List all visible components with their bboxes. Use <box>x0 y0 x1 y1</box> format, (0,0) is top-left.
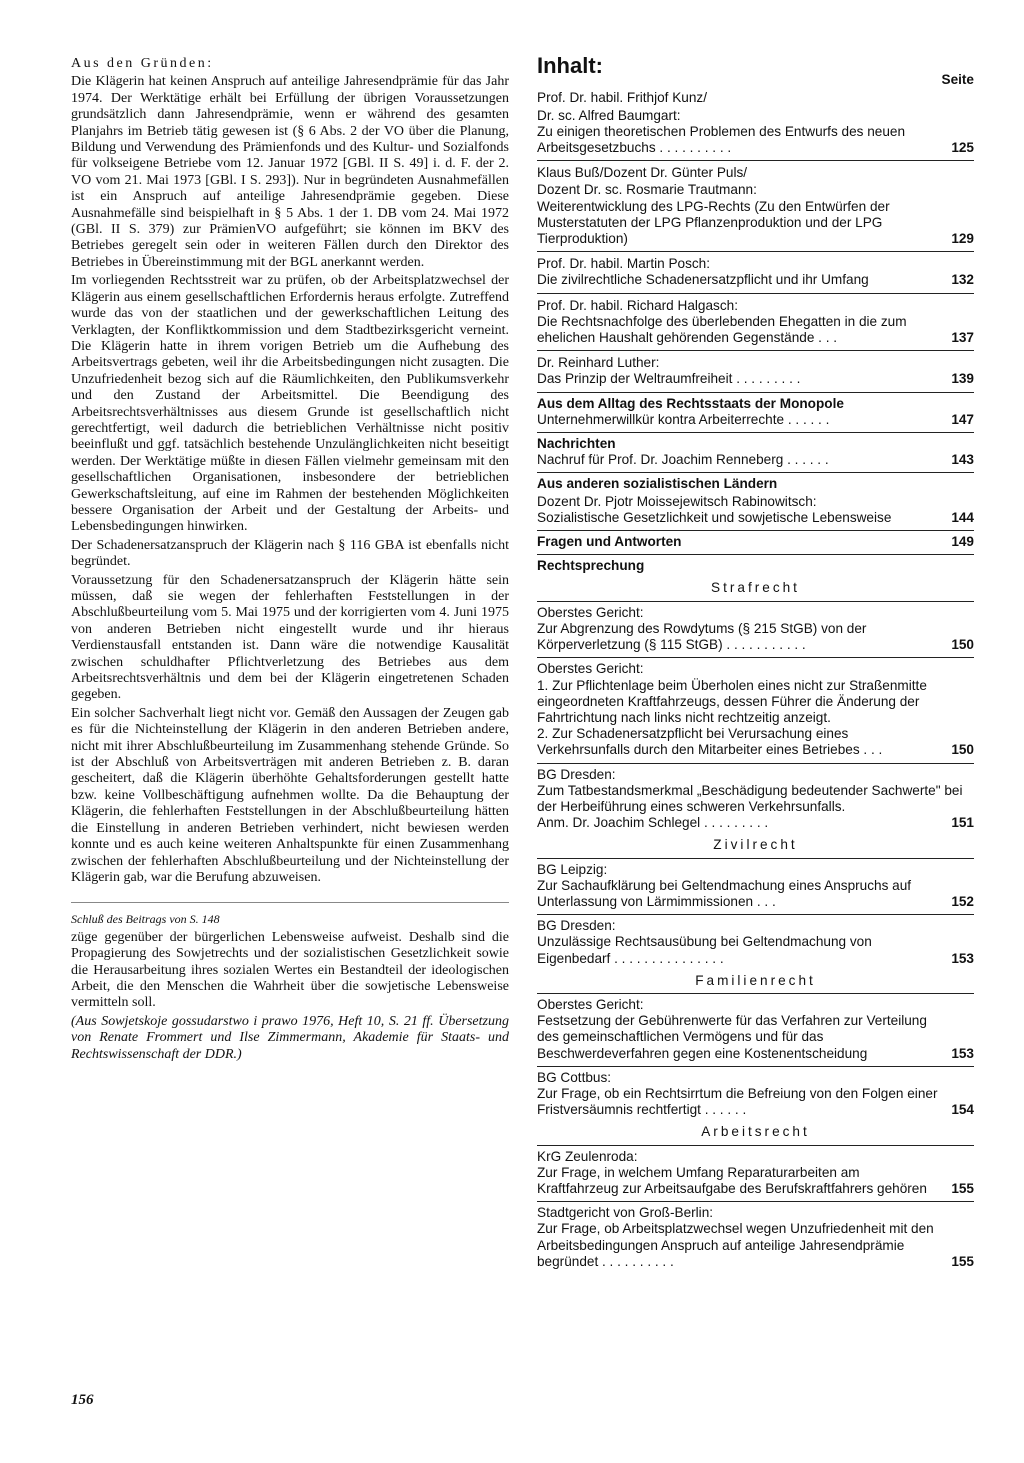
toc-title-text: Sozialistische Gesetzlichkeit und sowjetische Lebensweise <box>537 509 892 525</box>
toc-entry-r8[interactable] <box>537 1145 974 1198</box>
table-of-contents <box>537 53 974 1270</box>
toc-section-sozialistische-laender[interactable] <box>537 472 974 526</box>
paragraph: Voraussetzung für den Schadenersatzanspruch der Klägerin hätte sein müssen, daß sie wegen der fehlerhaften Feststellungen in der Abschlußbeurteilung vom 5. Mai 1975 und der korrigierten vom 4. Juni 1975 von anderen Betrieben nicht eingestellt wurde und ihr hieraus Verdienstausfall entstanden ist. Dann wäre die notwendige Kausalität zwischen schuldhafter Pflichtverletzung des Betriebes aus dem Arbeitsrechtsverhältnis und dem bei der Klägerin eingetretenen Schaden gegeben. <box>71 572 509 703</box>
toc-page: 149 <box>951 534 974 550</box>
toc-section-fragen[interactable] <box>537 530 974 550</box>
toc-title-text: Zur Frage, ob ein Rechtsirrtum die Befreiung von den Folgen einer Fristversäumnis rechtfertigt . . . . . . <box>537 1085 938 1118</box>
toc-page: 153 <box>951 950 974 966</box>
toc-entry-luther[interactable] <box>537 350 974 387</box>
toc-entry-r1[interactable] <box>537 601 974 654</box>
toc-author: Klaus Buß/Dozent Dr. Günter Puls/ <box>537 165 748 181</box>
toc-title-text: Zum Tatbestandsmerkmal „Beschädigung bedeutender Sachwerte" bei der Herbeiführung eines schweren Verkehrsunfalls. <box>537 782 963 814</box>
toc-page: 152 <box>951 893 974 909</box>
article-column <box>71 56 509 1065</box>
toc-category: Arbeitsrecht <box>701 1124 810 1140</box>
toc-page: 125 <box>951 140 974 156</box>
toc-note: Anm. Dr. Joachim Schlegel . . . . . . . . . <box>537 815 769 831</box>
toc-court: BG Dresden: <box>537 918 616 934</box>
toc-section-monopole[interactable] <box>537 392 974 428</box>
toc-page: 150 <box>951 742 974 758</box>
toc-page: 132 <box>951 272 974 288</box>
toc-title-text: Zur Frage, ob Arbeitsplatzwechsel wegen Unzufriedenheit mit den Arbeitsbedingungen Anspruch auf anteilige Jahresendprämie begründet . . . . . . . . . . <box>537 1221 934 1269</box>
toc-page: 151 <box>951 815 974 831</box>
toc-entry-r9[interactable] <box>537 1201 974 1270</box>
toc-section-heading: Fragen und Antworten <box>537 534 682 550</box>
toc-court: Oberstes Gericht: <box>537 604 644 620</box>
toc-title: Inhalt: <box>537 53 603 78</box>
paragraph: Die Klägerin hat keinen Anspruch auf anteilige Jahresendprämie für das Jahr 1974. Der Werktätige erhält bei Erfüllung der übrigen Voraussetzungen grundsätzlich dann Jahresendprämie, wenn er während des gesamten Planjahrs im Betrieb tätig gewesen ist (§ 6 Abs. 2 der VO über die Planung, Bildung und Verwendung des Prämienfonds und des Kultur- und Sozialfonds für volkseigene Betriebe vom 12. Januar 1972 [GBl. II S. 49] i. d. F. der 2. VO vom 21. Mai 1973 [GBl. I S. 293]). Nur in begründeten Ausnahmefällen ist ein Anspruch auf anteilige Jahresendprämie gegeben. Diese Ausnahmefälle sind beispielhaft in § 5 Abs. 1 der 1. DB vom 24. Mai 1972 (GBl. II S. 379) zur PrämienVO aufgeführt; sie können im BKV des Betriebes geregelt sein oder in weiteren Fällen durch den Direktor des Betriebes in Übereinstimmung mit der BGL anerkannt werden. <box>71 74 509 270</box>
toc-author: Prof. Dr. habil. Frithjof Kunz/ <box>537 90 707 106</box>
toc-title-text: Zu einigen theoretischen Problemen des Entwurfs des neuen Arbeitsgesetzbuchs . . . . . . . . . . <box>537 123 906 156</box>
continuation-text: züge gegenüber der bürgerlichen Lebensweise aufweist. Deshalb sind die Propagierung des Sowjetrechts und der sozialistischen Gesetzlichkeit sowie die Herausarbeitung ihres sozialen Wertes ein Bestandteil der ideologischen Arbeit, die den Menschen die Wahrheit über die sowjetische Lebensweise vermitteln soll. <box>71 929 509 1011</box>
toc-title-text: 1. Zur Pflichtenlage beim Überholen eines nicht zur Straßenmitte eingeordneten Kraftfahrzeugs, dessen Führer die Änderung der Fahrtrichtung nach links nicht rechtzeitig anzeigt. <box>537 677 927 725</box>
toc-category: Familienrecht <box>695 972 816 988</box>
toc-title-text: Das Prinzip der Weltraumfreiheit . . . . . . . . . <box>537 371 801 387</box>
toc-court: BG Leipzig: <box>537 861 608 877</box>
toc-page: 139 <box>951 371 974 387</box>
toc-section-heading: Aus anderen sozialistischen Ländern <box>537 476 778 492</box>
toc-page: 155 <box>951 1253 974 1269</box>
toc-entry-r7[interactable] <box>537 1066 974 1119</box>
toc-title-text: Unternehmerwillkür kontra Arbeiterrechte . . . . . . <box>537 411 830 427</box>
toc-title-text: Die zivilrechtliche Schadenersatzpflicht und ihr Umfang <box>537 272 869 288</box>
toc-court: Stadtgericht von Groß-Berlin: <box>537 1205 714 1221</box>
toc-title-text: Weiterentwicklung des LPG-Rechts (Zu den Entwürfen der Musterstatuten der LPG Pflanzenproduktion und der LPG Tierproduktion) <box>537 198 890 247</box>
toc-page: 155 <box>951 1180 974 1196</box>
toc-category: Strafrecht <box>711 580 800 596</box>
toc-author: Dr. Reinhard Luther: <box>537 355 660 371</box>
toc-page: 153 <box>951 1045 974 1061</box>
page-number: 156 <box>71 1392 94 1408</box>
toc-entry-r5[interactable] <box>537 914 974 967</box>
toc-title-text: Zur Sachaufklärung bei Geltendmachung eines Anspruchs auf Unterlassung von Lärmimmissionen . . . <box>537 877 912 909</box>
toc-section-nachrichten[interactable] <box>537 432 974 468</box>
toc-title-text: Festsetzung der Gebührenwerte für das Verfahren zur Verteilung des gemeinschaftlichen Vermögens und für das Beschwerdeverfahren gegen eine Kostenentscheidung <box>537 1013 927 1061</box>
citation: (Aus Sowjetskoje gossudarstwo i prawo 1976, Heft 10, S. 21 ff. Übersetzung von Renate Frommert und Ilse Zimmermann, Akademie für Staats- und Rechtswissenschaft der DDR.) <box>71 1013 509 1062</box>
toc-title-text: 2. Zur Schadenersatzpflicht bei Verursachung eines Verkehrsunfalls durch den Mitarbeiter eines Betriebes . . . <box>537 726 883 758</box>
toc-author: Prof. Dr. habil. Martin Posch: <box>537 256 711 272</box>
toc-entry-r6[interactable] <box>537 993 974 1062</box>
toc-entry-kunz[interactable] <box>537 90 974 156</box>
toc-court: BG Cottbus: <box>537 1069 612 1085</box>
toc-page: 144 <box>951 509 974 525</box>
toc-entry-halgasch[interactable] <box>537 293 974 347</box>
toc-section-heading: Nachrichten <box>537 436 616 452</box>
toc-court: BG Dresden: <box>537 766 616 782</box>
toc-title-text: Zur Abgrenzung des Rowdytums (§ 215 StGB) von der Körperverletzung (§ 115 StGB) . . . . . . . . . . . <box>537 620 867 653</box>
seite-label: Seite <box>941 72 974 88</box>
toc-title-text: Unzulässige Rechtsausübung bei Geltendmachung von Eigenbedarf . . . . . . . . . . . . . . . <box>537 934 872 966</box>
toc-court: Oberstes Gericht: <box>537 996 644 1012</box>
paragraph: Ein solcher Sachverhalt liegt nicht vor. Gemäß den Aussagen der Zeugen gab es für die Nichteinstellung der Klägerin in den anderen Betrieben andere, nicht mit ihrer Abschlußbeurteilung im Zusammenhang stehende Gründe. So ist der Abschluß von Arbeitsverträgen mit anderen Betrieben z. B. daran gescheitert, daß die Klägerin überhöhte Gehaltsforderungen gestellt hatte bzw. keine Vollbeschäftigung aufnehmen wollte. Da die Behauptung der Klägerin, die fehlerhaften Feststellungen in der Abschlußbeurteilung hätten die Einstellung in anderen Betrieben verhindert, nicht bewiesen werden konnte und es auch keine weiteren Anhaltspunkte für einen Zusammenhang zwischen der fehlerhaften Abschlußbeurteilung und der Nichteinstellung der Klägerin gab, war die Berufung abzuweisen. <box>71 705 509 885</box>
toc-author: Dozent Dr. sc. Rosmarie Trautmann: <box>537 182 757 198</box>
paragraph: Der Schadenersatzanspruch der Klägerin nach § 116 GBA ist ebenfalls nicht begründet. <box>71 537 509 570</box>
toc-page: 137 <box>951 330 974 346</box>
toc-category: Zivilrecht <box>713 837 798 853</box>
toc-page: 147 <box>951 411 974 427</box>
section-heading: Aus den Gründen: <box>71 56 214 71</box>
toc-entry-r4[interactable] <box>537 858 974 911</box>
toc-page: 143 <box>951 452 974 468</box>
paragraph: Im vorliegenden Rechtsstreit war zu prüfen, ob der Arbeitsplatzwechsel der Klägerin aus einem gesellschaftlichen Erfordernis heraus erfolgte. Zutreffend wurde das von der staatlichen und der gewerkschaftlichen Leitung des Verklagten, der Konfliktkommission und dem Stadtbezirksgericht verneint. Die Klägerin hatte in ihrem vorigen Betrieb um die Aufhebung des Arbeitsvertrags gebeten, weil ihr die Arbeitsbedingungen nicht zusagten. Die Unzufriedenheit bezog sich auf die Räumlichkeiten, den Publikumsverkehr und den Zustand der Arbeitsmittel. Die Beendigung des Arbeitsrechtsverhältnisses aus diesem Grunde ist gesellschaftlich nicht gerechtfertigt, weil dadurch die betrieblichen Verhältnisse nicht positiv beeinflußt und ggf. tatsächlich bestehende Unzulänglichkeiten nicht beseitigt werden. Der Werktätige müßte in diesen Fällen vielmehr gemeinsam mit den gesellschaftlichen Organisationen, insbesondere der betrieblichen Gewerkschaftsleitung, auf eine im Rahmen der bestehenden Möglichkeiten bessere Organisation der Arbeit und der Gestaltung der Arbeits- und Lebensbedingungen hinwirken. <box>71 273 509 535</box>
continuation-label: Schluß des Beitrags von S. 148 <box>71 912 220 927</box>
toc-author: Prof. Dr. habil. Richard Halgasch: <box>537 297 738 313</box>
toc-author: Dozent Dr. Pjotr Moissejewitsch Rabinowitsch: <box>537 493 817 509</box>
toc-title-text: Zur Frage, in welchem Umfang Reparaturarbeiten am Kraftfahrzeug zur Arbeitsaufgabe des Berufskraftfahrers gehören <box>537 1164 927 1196</box>
toc-page: 129 <box>951 231 974 247</box>
toc-section-heading: Rechtsprechung <box>537 558 645 574</box>
toc-section-heading: Aus dem Alltag des Rechtsstaats der Monopole <box>537 395 844 411</box>
toc-page: 154 <box>951 1102 974 1118</box>
toc-entry-posch[interactable] <box>537 251 974 288</box>
toc-section-rechtsprechung <box>537 554 974 596</box>
toc-court: KrG Zeulenroda: <box>537 1148 638 1164</box>
toc-court: Oberstes Gericht: <box>537 661 644 677</box>
toc-title-text: Die Rechtsnachfolge des überlebenden Ehegatten in die zum ehelichen Haushalt gehörenden Gegenstände . . . <box>537 313 907 346</box>
divider <box>71 902 509 903</box>
toc-title-text: Nachruf für Prof. Dr. Joachim Renneberg . . . . . . <box>537 452 829 468</box>
toc-page: 150 <box>951 637 974 653</box>
toc-author: Dr. sc. Alfred Baumgart: <box>537 107 681 123</box>
toc-entry-buss[interactable] <box>537 160 974 247</box>
toc-entry-r3[interactable] <box>537 763 974 832</box>
toc-entry-r2[interactable] <box>537 657 974 758</box>
